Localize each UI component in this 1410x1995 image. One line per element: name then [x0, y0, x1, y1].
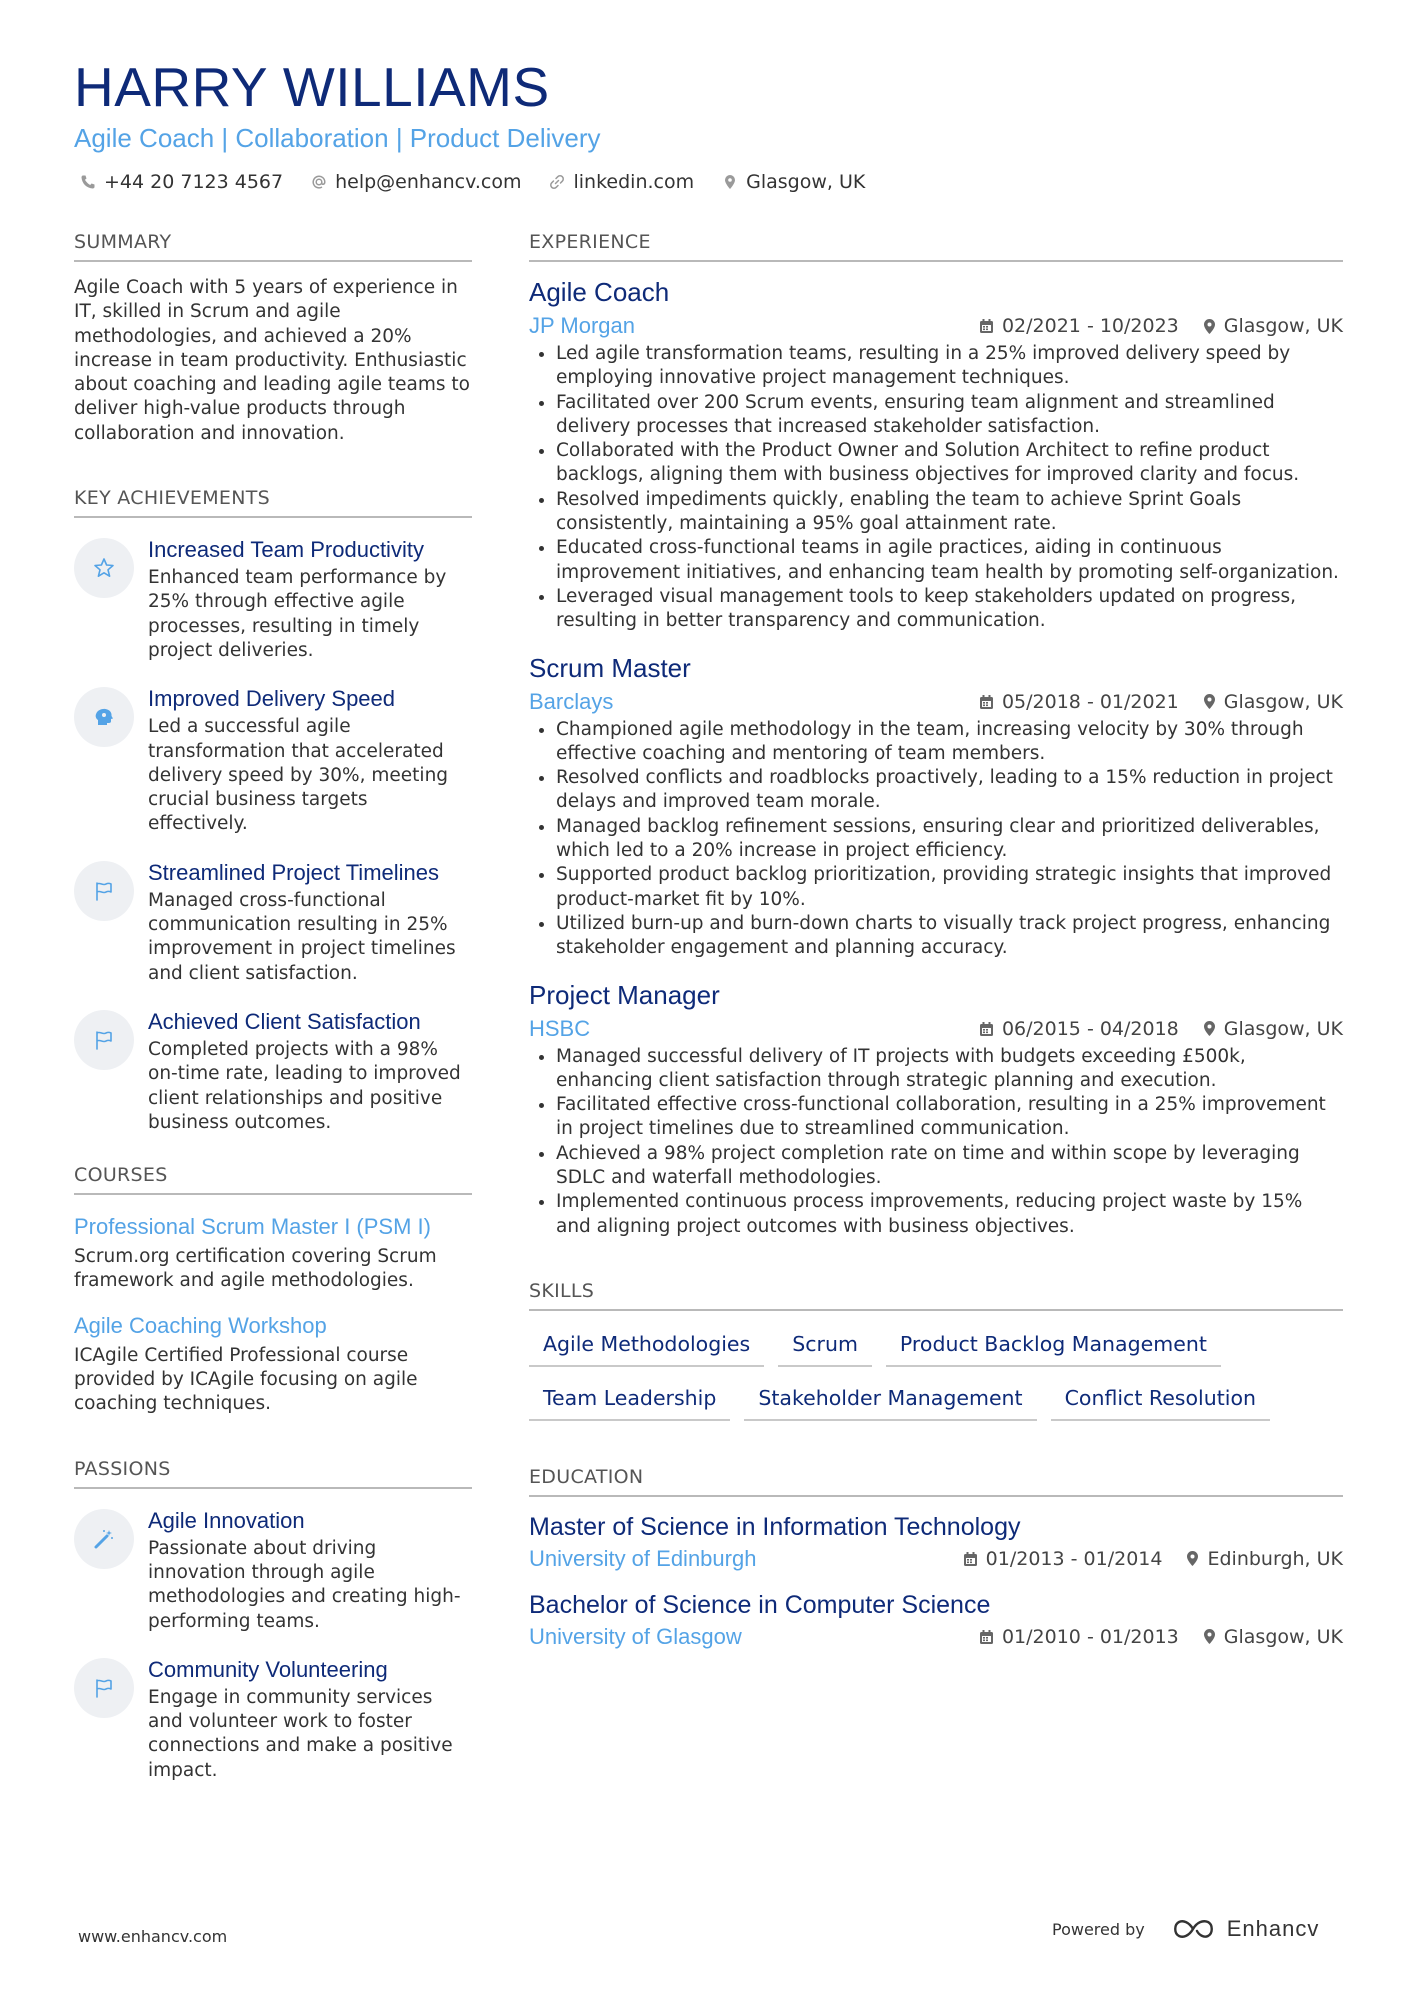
education-degree: Bachelor of Science in Computer Science — [529, 1590, 991, 1619]
achievement-title: Streamlined Project Timelines — [148, 859, 440, 885]
skill-tag: Product Backlog Management — [886, 1325, 1221, 1367]
contact-email[interactable] — [311, 170, 521, 194]
achievement-title: Improved Delivery Speed — [148, 686, 396, 712]
job-dates-text: 06/2015 - 04/2018 — [1001, 1017, 1179, 1040]
education-school: University of Glasgow — [529, 1623, 742, 1649]
education-title: EDUCATION — [529, 1465, 1343, 1497]
job-title: Project Manager — [529, 979, 720, 1010]
passion-item — [74, 1656, 472, 1783]
course-text: ICAgile Certified Professional course provided by ICAgile focusing on agile coaching techniques. — [74, 1344, 418, 1415]
passion-text: Engage in community services and volunteer work to foster connections and make a positive impact. — [148, 1686, 453, 1781]
calendar-icon — [963, 1551, 978, 1567]
job-bullet: Managed successful delivery of IT projects with budgets exceeding £500k, enhancing client satisfaction through strategic planning and execution. — [529, 1045, 1343, 1094]
job-bullet: Implemented continuous process improvements, reducing project waste by 15% and aligning project outcomes with business objectives. — [529, 1190, 1343, 1239]
education-degree: Master of Science in Information Technology — [529, 1512, 1021, 1541]
left-column — [74, 230, 472, 1805]
job-meta-row — [529, 312, 1343, 340]
skill-tag: Team Leadership — [529, 1379, 730, 1421]
job-title: Agile Coach — [529, 277, 670, 307]
location-pin-icon — [1186, 1550, 1199, 1567]
contact-location — [722, 170, 865, 194]
achievement-icon-wrap — [74, 861, 134, 921]
job-location-text: Glasgow, UK — [1223, 1017, 1343, 1040]
job-bullet: Leveraged visual management tools to keep stakeholders updated on progress, resulting in better transparency and communication. — [529, 585, 1343, 634]
course-item — [74, 1312, 472, 1417]
job-dates — [979, 1018, 1179, 1040]
location-pin-icon — [722, 174, 738, 190]
flag-icon — [92, 879, 116, 903]
at-icon — [311, 174, 327, 190]
linkedin-text[interactable]: linkedin.com — [573, 171, 695, 193]
job-bullet: Achieved a 98% project completion rate on time and within scope by leveraging SDLC and waterfall methodologies. — [529, 1142, 1343, 1191]
achievement-item — [74, 685, 472, 836]
flag-icon — [92, 1028, 116, 1052]
magic-wand-icon — [92, 1527, 116, 1551]
job-dates-text: 02/2021 - 10/2023 — [1001, 315, 1179, 337]
job-dates — [979, 315, 1179, 337]
calendar-icon — [979, 694, 994, 710]
education-school: University of Edinburgh — [529, 1545, 757, 1571]
education-location-text: Glasgow, UK — [1223, 1625, 1343, 1648]
passion-title: Community Volunteering — [148, 1656, 388, 1682]
footer-website[interactable]: www.enhancv.com — [78, 1927, 228, 1946]
education-dates-text: 01/2013 - 01/2014 — [985, 1547, 1163, 1570]
education-meta — [979, 1626, 1343, 1648]
passion-title: Agile Innovation — [148, 1507, 305, 1533]
job-location-text: Glasgow, UK — [1223, 315, 1343, 337]
job-bullet: Facilitated effective cross-functional collaboration, resulting in a 25% improvement in project timelines due to streamlined communication. — [529, 1093, 1343, 1142]
achievement-title: Increased Team Productivity — [148, 537, 424, 563]
job-company: JP Morgan — [529, 313, 635, 338]
passions-title: PASSIONS — [74, 1457, 472, 1489]
education-meta-row — [529, 1623, 1343, 1651]
job-meta — [979, 691, 1343, 713]
education-dates-text: 01/2010 - 01/2013 — [1001, 1625, 1179, 1648]
job-bullets — [529, 342, 1343, 634]
achievement-icon-wrap — [74, 538, 134, 598]
job-bullet: Resolved conflicts and roadblocks proactively, leading to a 15% reduction in project delays and improved team morale. — [529, 766, 1343, 815]
phone-icon — [80, 174, 96, 190]
education-dates — [979, 1626, 1179, 1648]
candidate-name: HARRY WILLIAMS — [74, 56, 550, 118]
location-pin-icon — [1203, 1020, 1216, 1037]
brand-logo[interactable] — [1171, 1916, 1320, 1942]
brain-icon — [92, 705, 116, 729]
job-entry — [529, 979, 1343, 1239]
email-text[interactable]: help@enhancv.com — [335, 171, 522, 193]
job-meta-row — [529, 688, 1343, 716]
job-entry — [529, 652, 1343, 961]
skill-tag: Agile Methodologies — [529, 1325, 764, 1367]
education-location — [1203, 1626, 1343, 1648]
passion-icon-wrap — [74, 1658, 134, 1718]
job-dates — [979, 691, 1179, 713]
passion-icon-wrap — [74, 1509, 134, 1569]
course-item — [74, 1213, 472, 1294]
skill-tag: Stakeholder Management — [744, 1379, 1036, 1421]
course-title: Professional Scrum Master I (PSM I) — [74, 1214, 431, 1240]
link-icon — [549, 174, 565, 190]
skill-tag: Conflict Resolution — [1051, 1379, 1270, 1421]
location-text: Glasgow, UK — [746, 171, 866, 193]
job-meta — [979, 315, 1343, 337]
job-bullet: Resolved impediments quickly, enabling the team to achieve Sprint Goals consistently, maintaining a 95% goal attainment rate. — [529, 488, 1343, 537]
job-location — [1203, 315, 1343, 337]
footer-branding — [1052, 1916, 1319, 1942]
achievement-text: Completed projects with a 98% on-time rate, leading to improved client relationships and positive business outcomes. — [148, 1038, 461, 1133]
education-dates — [963, 1548, 1163, 1570]
job-bullet: Utilized burn-up and burn-down charts to visually track project progress, enhancing stakeholder engagement and planning accuracy. — [529, 912, 1343, 961]
job-location — [1203, 1018, 1343, 1040]
courses-title: COURSES — [74, 1163, 472, 1195]
contact-phone — [80, 170, 283, 194]
job-title: Scrum Master — [529, 652, 691, 683]
achievement-item — [74, 1008, 472, 1135]
candidate-subtitle: Agile Coach | Collaboration | Product Delivery — [74, 123, 601, 153]
job-bullet: Managed backlog refinement sessions, ensuring clear and prioritized deliverables, which led to a 20% increase in project efficiency. — [529, 815, 1343, 864]
achievement-icon-wrap — [74, 1010, 134, 1070]
powered-by-text: Powered by — [1052, 1919, 1145, 1939]
education-meta — [963, 1548, 1343, 1570]
location-pin-icon — [1203, 1628, 1216, 1645]
job-bullet: Supported product backlog prioritization, providing strategic insights that improved product-market fit by 10%. — [529, 863, 1343, 912]
passion-text: Passionate about driving innovation through agile methodologies and creating high-performing teams. — [148, 1537, 461, 1632]
job-bullets — [529, 718, 1343, 961]
education-entry — [529, 1511, 1343, 1573]
job-bullet: Educated cross-functional teams in agile practices, aiding in continuous improvement initiatives, and enhancing team health by promoting self-organization. — [529, 536, 1343, 585]
star-icon — [92, 556, 116, 580]
location-pin-icon — [1203, 693, 1216, 710]
achievements-list — [74, 536, 472, 1135]
achievements-title: KEY ACHIEVEMENTS — [74, 486, 472, 518]
contact-linkedin[interactable] — [549, 170, 694, 194]
achievement-icon-wrap — [74, 687, 134, 747]
experience-title: EXPERIENCE — [529, 230, 1343, 262]
job-company: HSBC — [529, 1015, 591, 1041]
achievement-item — [74, 536, 472, 663]
enhancv-logo-icon — [1171, 1917, 1217, 1941]
passion-item — [74, 1507, 472, 1634]
location-pin-icon — [1203, 318, 1216, 335]
job-meta — [979, 1018, 1343, 1040]
education-entry — [529, 1589, 1343, 1651]
skills-list — [529, 1325, 1343, 1421]
job-meta-row — [529, 1015, 1343, 1043]
job-bullet: Facilitated over 200 Scrum events, ensuring team alignment and streamlined delivery processes that increased stakeholder satisfaction. — [529, 391, 1343, 440]
right-column — [529, 230, 1343, 1651]
calendar-icon — [979, 1629, 994, 1645]
calendar-icon — [979, 318, 994, 334]
achievement-text: Managed cross-functional communication resulting in 25% improvement in project timelines and client satisfaction. — [148, 889, 456, 984]
brand-name: Enhancv — [1226, 1916, 1320, 1941]
job-bullet: Collaborated with the Product Owner and Solution Architect to refine product backlogs, aligning them with business objectives for improved clarity and focus. — [529, 439, 1343, 488]
course-text: Scrum.org certification covering Scrum framework and agile methodologies. — [74, 1246, 437, 1292]
job-location — [1203, 691, 1343, 713]
achievement-text: Enhanced team performance by 25% through effective agile processes, resulting in timely project deliveries. — [148, 567, 447, 661]
achievement-item — [74, 859, 472, 986]
summary-text: Agile Coach with 5 years of experience in IT, skilled in Scrum and agile methodologies, and achieved a 20% increase in team productivity. Enthusiastic about coaching and leading agile teams to deliver high-value products through collaboration and innovation. — [74, 277, 470, 444]
job-company: Barclays — [529, 688, 614, 714]
skills-title: SKILLS — [529, 1279, 1343, 1311]
education-location-text: Edinburgh, UK — [1207, 1547, 1343, 1570]
course-title: Agile Coaching Workshop — [74, 1312, 327, 1338]
achievement-title: Achieved Client Satisfaction — [148, 1008, 421, 1034]
phone-text: +44 20 7123 4567 — [104, 171, 284, 193]
education-location — [1186, 1548, 1343, 1570]
summary-title: SUMMARY — [74, 230, 472, 262]
job-bullet: Led agile transformation teams, resulting in a 25% improved delivery speed by employing innovative project management techniques. — [529, 342, 1343, 391]
calendar-icon — [979, 1021, 994, 1037]
job-entry — [529, 276, 1343, 634]
job-dates-text: 05/2018 - 01/2021 — [1001, 690, 1179, 713]
flag-icon — [92, 1676, 116, 1700]
achievement-text: Led a successful agile transformation that accelerated delivery speed by 30%, meeting crucial business targets effectively. — [148, 716, 449, 835]
job-bullet: Championed agile methodology in the team, increasing velocity by 30% through effective coaching and mentoring of team members. — [529, 718, 1343, 767]
skill-tag: Scrum — [778, 1325, 872, 1367]
contact-bar — [80, 170, 865, 194]
passions-list — [74, 1507, 472, 1783]
job-bullets — [529, 1045, 1343, 1239]
job-location-text: Glasgow, UK — [1223, 690, 1343, 713]
education-meta-row — [529, 1545, 1343, 1573]
